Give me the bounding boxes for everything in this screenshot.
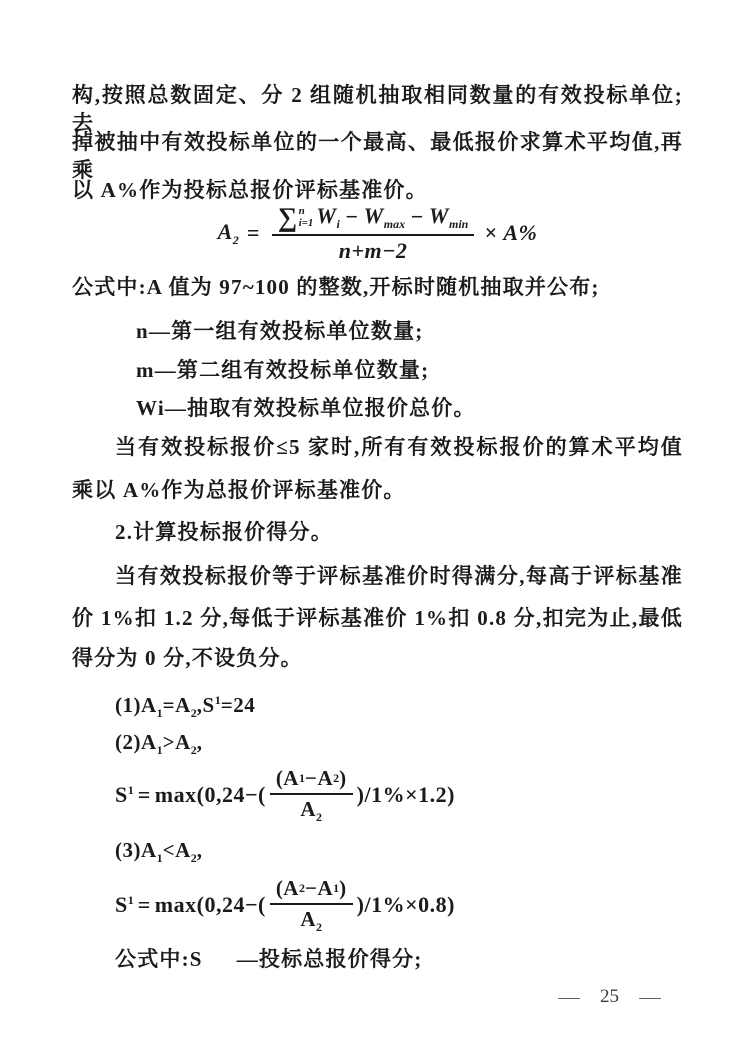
para1-line1: 构,按照总数固定、分 2 组随机抽取相同数量的有效投标单位;去 [72,83,683,135]
footer-dash-right: — [639,986,661,1007]
formula-note-s-line: 公式中:S —投标总报价得分; [115,947,423,971]
a2-lhs: $A_2$ [217,218,239,247]
para2-line1: 当有效投标报价≤5 家时,所有有效投标报价的算术平均值 [115,435,683,459]
def-w-line: Wi—抽取有效投标单位报价总价。 [136,396,476,420]
equals-sign: = [137,892,151,917]
sum-limits: n i=1 [298,204,314,229]
case3-line: $(3)A_1<A_2$, [115,838,203,865]
formula-a2 [72,200,683,266]
para3-line3: 得分为 0 分,不设负分。 [72,646,303,670]
page-number: 25 [600,986,619,1007]
formula-note-line: 公式中:A 值为 97~100 的整数,开标时随机抽取并公布; [72,275,600,299]
minus-sign: − [344,204,359,229]
a2-denominator: n+m−2 [272,234,474,264]
para2-line2: 乘以 A%作为总报价评标基准价。 [72,478,406,502]
max-function: max(0,24−( [154,782,266,807]
para1-line2: 掉被抽中有效投标单位的一个最高、最低报价求算术平均值,再乘 [72,130,683,182]
s1-denominator: $A_2$ [270,793,353,825]
def-n-line: n—第一组有效投标单位数量; [136,319,424,343]
s1-fraction [270,876,353,935]
item-2-line: 2.计算投标报价得分。 [115,520,333,544]
page-number-footer [560,986,659,1008]
w-min-term: $W_{min}$ [428,202,469,231]
s1-numerator: (A 1 −A 2 ) [275,765,347,790]
sum-symbol: ∑ [277,201,298,232]
s1-numerator: (A 2 −A 1 ) [275,875,347,900]
s1-lhs: $S^1$ [115,892,134,917]
minus-sign: − [410,204,424,229]
w-i-term: $W_i$ [316,202,340,231]
formula-s-low [115,874,455,936]
factor-a-percent: A% [503,220,538,245]
case1-line: $(1)A_1=A_2,S^1=24$ [115,693,256,720]
s1-tail: )/1%×1.2) [356,782,455,807]
formula-s-high [115,764,455,826]
max-function: max(0,24−( [154,892,266,917]
s1-tail: )/1%×0.8) [356,892,455,917]
a2-fraction [272,203,474,264]
para3-line2: 价 1%扣 1.2 分,每低于评标基准价 1%扣 0.8 分,扣完为止,最低 [72,606,683,630]
times-sign: × [484,220,498,245]
equals-sign: = [137,782,151,807]
a2-numerator [272,203,474,234]
s1-denominator: $A_2$ [270,903,353,935]
case2-line: $(2)A_1>A_2$, [115,730,203,757]
a2-equals: = [246,220,260,245]
s1-lhs: $S^1$ [115,782,134,807]
w-max-term: $W_{max}$ [363,202,406,231]
footer-dash-left: — [558,986,580,1007]
para3-line1: 当有效投标报价等于评标基准价时得满分,每高于评标基准 [115,564,683,588]
s1-fraction [270,766,353,825]
para1-line3: 以 A%作为投标总报价评标基准价。 [72,178,428,202]
def-m-line: m—第二组有效投标单位数量; [136,358,430,382]
